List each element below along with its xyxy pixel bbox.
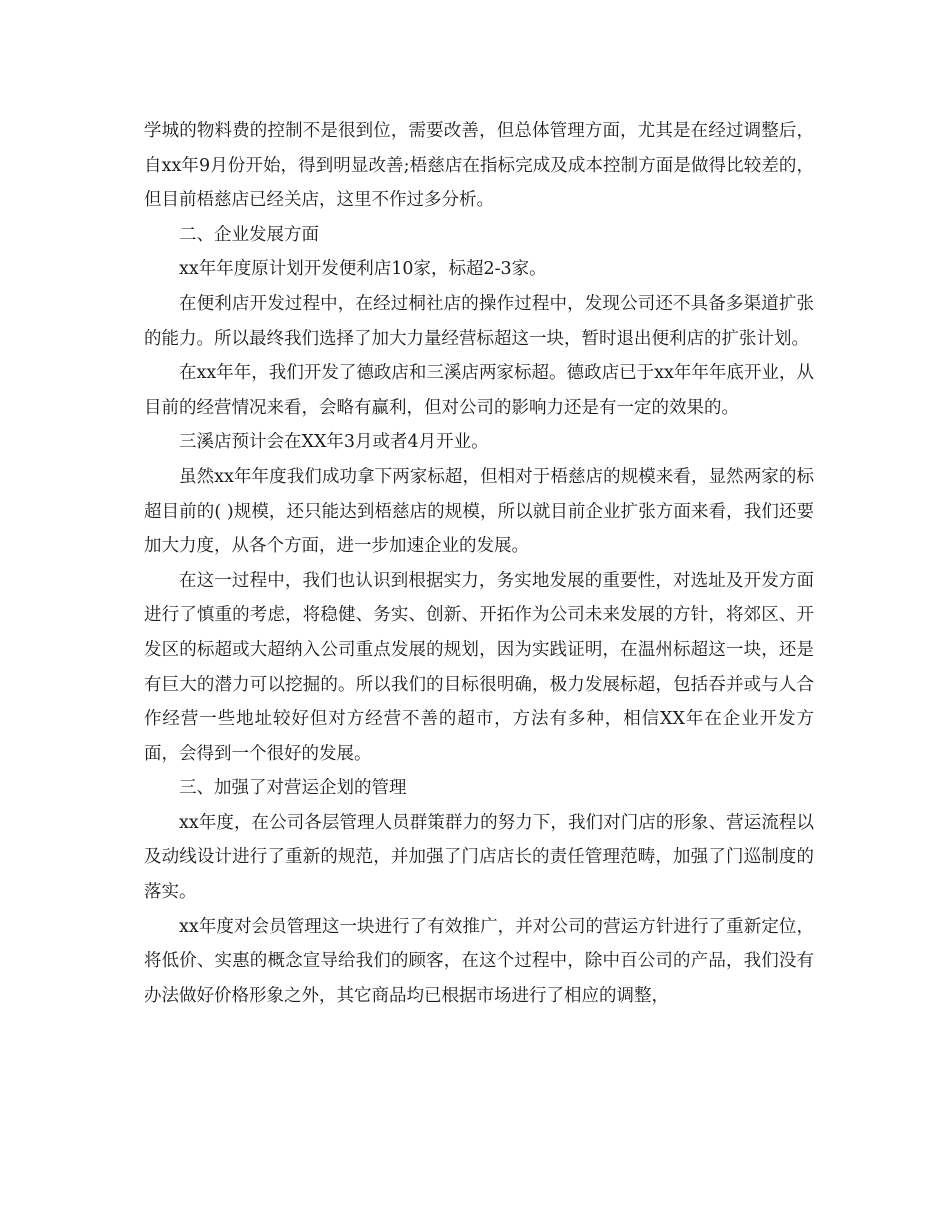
- paragraph-development-strategy: 在这一过程中，我们也认识到根据实力，务实地发展的重要性，对选址及开发方面进行了慎重的考虑，将稳健、务实、创新、开拓作为公司未来发展的方针，将郊区、开发区的标超或大超纳入公司重点发展的规划，因为实践证明，在温州标超这一块，还是有巨大的潜力可以挖掘的。所以我们的目标很明确，极力发展标超，包括吞并或与人合作经营一些地址较好但对方经营不善的超市，方法有多种，相信XX年在企业开发方面，会得到一个很好的发展。: [144, 570, 814, 764]
- section-heading-enterprise-development: 二、企业发展方面: [179, 224, 319, 245]
- section-heading-operations-planning: 三、加强了对营运企划的管理: [179, 778, 407, 799]
- paragraph-store-operations: xx年度，在公司各层管理人员群策群力的努力下，我们对门店的形象、营运流程以及动线设计进行了重新的规范，并加强了门店店长的责任管理范畴，加强了门巡制度的落实。: [144, 812, 814, 903]
- paragraph-expansion-scale: 虽然xx年年度我们成功拿下两家标超，但相对于梧慈店的规模来看，显然两家的标超目前的( )规模，还只能达到梧慈店的规模，所以就目前企业扩张方面来看，我们还要加大力度，从各个方面，进一步加速企业的发展。: [144, 466, 814, 557]
- document-body: [144, 114, 814, 1013]
- paragraph-convenience-store-development: 在便利店开发过程中，在经过桐社店的操作过程中，发现公司还不具备多渠道扩张的能力。所以最终我们选择了加大力量经营标超这一块，暂时退出便利店的扩张计划。: [144, 293, 814, 349]
- paragraph-material-cost-control: 学城的物料费的控制不是很到位，需要改善，但总体管理方面，尤其是在经过调整后，自xx年9月份开始，得到明显改善;梧慈店在指标完成及成本控制方面是做得比较差的，但目前梧慈店已经关店，这里不作过多分析。: [144, 121, 814, 211]
- paragraph-membership-management: xx年度对会员管理这一块进行了有效推广，并对公司的营运方针进行了重新定位，将低价、实惠的概念宣导给我们的顾客，在这个过程中，除中百公司的产品，我们没有办法做好价格形象之外，其它商品均已根据市场进行了相应的调整，: [144, 916, 814, 1006]
- paragraph-original-plan: xx年年度原计划开发便利店10家，标超2-3家。: [179, 259, 547, 280]
- paragraph-new-supermarkets: 在xx年年，我们开发了德政店和三溪店两家标超。德政店已于xx年年年底开业，从目前的经营情况来看，会略有赢利，但对公司的影响力还是有一定的效果的。: [144, 363, 814, 418]
- paragraph-sanxi-store-opening: 三溪店预计会在XX年3月或者4月开业。: [179, 432, 489, 453]
